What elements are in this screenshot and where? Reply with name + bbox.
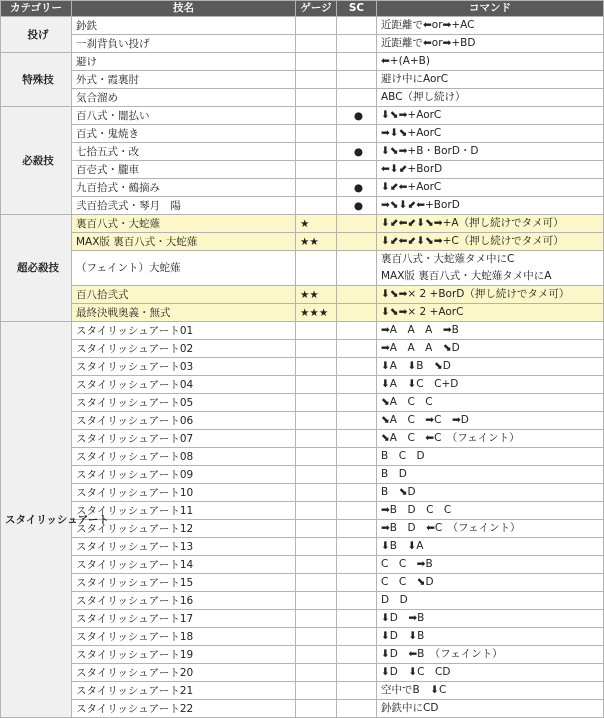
command-text: ABC（押し続け） <box>381 91 466 103</box>
sc-cell <box>337 520 377 538</box>
move-name-cell: 一刹背負い投げ <box>72 35 296 53</box>
table-row <box>1 610 604 628</box>
command-text: ⬇⬋⬅⬋⬇⬊➡+A（押し続けでタメ可） <box>381 217 564 229</box>
table-row <box>1 286 604 304</box>
move-name-cell: スタイリッシュアート05 <box>72 394 296 412</box>
gauge-cell <box>296 484 337 502</box>
command-text: B C D <box>381 450 425 462</box>
move-name-cell: 裏百八式・大蛇薙 <box>72 215 296 233</box>
table-row <box>1 233 604 251</box>
move-name-cell: 気合溜め <box>72 89 296 107</box>
table-row <box>1 179 604 197</box>
header-command: コマンド <box>377 1 604 17</box>
command-text: ⬇D ⬅B （フェイント） <box>381 648 503 660</box>
table-row <box>1 125 604 143</box>
sc-cell <box>337 682 377 700</box>
table-row <box>1 107 604 125</box>
category-cell: 必殺技 <box>1 107 72 215</box>
command-text: B ⬊D <box>381 486 416 498</box>
gauge-cell <box>296 340 337 358</box>
move-name-cell: 最終決戦奥義・無式 <box>72 304 296 322</box>
category-cell: スタイリッシュアート <box>1 322 72 718</box>
sc-cell <box>337 233 377 251</box>
command-text: 近距離で⬅or➡+AC <box>381 19 475 31</box>
command-text: ⬇B ⬇A <box>381 540 424 552</box>
command-cell <box>377 646 604 664</box>
command-text: ⬊A C C <box>381 396 433 408</box>
gauge-cell <box>296 358 337 376</box>
sc-cell <box>337 610 377 628</box>
command-text: ⬇⬊➡× 2 +AorC <box>381 306 464 318</box>
command-cell <box>377 376 604 394</box>
move-name-cell: スタイリッシュアート08 <box>72 448 296 466</box>
gauge-cell <box>296 448 337 466</box>
table-row <box>1 466 604 484</box>
command-text: ⬅+(A+B) <box>381 55 430 67</box>
command-cell <box>377 71 604 89</box>
command-cell <box>377 556 604 574</box>
move-name-cell: 七拾五式・改 <box>72 143 296 161</box>
move-name-cell: スタイリッシュアート11 <box>72 502 296 520</box>
sc-cell: ● <box>337 197 377 215</box>
command-cell <box>377 161 604 179</box>
move-name-cell: 百八式・闇払い <box>72 107 296 125</box>
sc-cell <box>337 53 377 71</box>
command-text: D D <box>381 594 408 606</box>
sc-cell <box>337 304 377 322</box>
command-text: ⬇D ⬇B <box>381 630 425 642</box>
move-name-cell: スタイリッシュアート18 <box>72 628 296 646</box>
command-cell <box>377 412 604 430</box>
table-row <box>1 358 604 376</box>
table-row <box>1 574 604 592</box>
sc-cell <box>337 17 377 35</box>
move-name-cell: MAX版 裏百八式・大蛇薙 <box>72 233 296 251</box>
command-cell <box>377 394 604 412</box>
command-text: ⬅⬇⬋+BorD <box>381 163 443 175</box>
command-text: ⬊A C ⬅C （フェイント） <box>381 432 520 444</box>
command-cell <box>377 664 604 682</box>
table-row <box>1 394 604 412</box>
table-row <box>1 682 604 700</box>
move-name-cell: スタイリッシュアート07 <box>72 430 296 448</box>
sc-cell <box>337 376 377 394</box>
command-cell <box>377 610 604 628</box>
gauge-cell <box>296 17 337 35</box>
move-name-cell: （フェイント）大蛇薙 <box>72 251 296 286</box>
move-name-cell: 百式・鬼焼き <box>72 125 296 143</box>
table-row <box>1 322 604 340</box>
command-cell <box>377 35 604 53</box>
move-name-cell: スタイリッシュアート01 <box>72 322 296 340</box>
gauge-cell <box>296 35 337 53</box>
sc-cell: ● <box>337 179 377 197</box>
table-row <box>1 53 604 71</box>
command-cell <box>377 448 604 466</box>
table-row <box>1 664 604 682</box>
move-name-cell: スタイリッシュアート06 <box>72 412 296 430</box>
sc-cell <box>337 340 377 358</box>
command-cell <box>377 358 604 376</box>
gauge-cell <box>296 520 337 538</box>
command-text: C C ⬊D <box>381 576 434 588</box>
move-name-cell: 弐百拾弐式・琴月 陽 <box>72 197 296 215</box>
table-row <box>1 161 604 179</box>
command-cell <box>377 53 604 71</box>
command-text: B D <box>381 468 407 480</box>
gauge-cell <box>296 251 337 286</box>
category-cell: 超必殺技 <box>1 215 72 322</box>
header-category: カテゴリー <box>1 1 72 17</box>
table-row <box>1 71 604 89</box>
table-row <box>1 556 604 574</box>
sc-cell <box>337 466 377 484</box>
sc-cell <box>337 484 377 502</box>
move-name-cell: スタイリッシュアート21 <box>72 682 296 700</box>
command-cell <box>377 251 604 286</box>
sc-cell <box>337 35 377 53</box>
gauge-cell <box>296 574 337 592</box>
command-cell <box>377 322 604 340</box>
gauge-cell: ★ <box>296 215 337 233</box>
command-cell <box>377 125 604 143</box>
gauge-cell <box>296 394 337 412</box>
command-cell <box>377 179 604 197</box>
move-name-cell: 釥鉄 <box>72 17 296 35</box>
header-sc: SC <box>337 1 377 17</box>
command-text: ⬇D ⬇C CD <box>381 666 451 678</box>
category-cell: 投げ <box>1 17 72 53</box>
move-name-cell: スタイリッシュアート19 <box>72 646 296 664</box>
sc-cell <box>337 358 377 376</box>
gauge-cell <box>296 682 337 700</box>
gauge-cell <box>296 610 337 628</box>
sc-cell <box>337 251 377 286</box>
sc-cell <box>337 664 377 682</box>
move-name-cell: スタイリッシュアート20 <box>72 664 296 682</box>
command-text: ⬇⬊➡+B・BorD・D <box>381 145 479 157</box>
sc-cell <box>337 430 377 448</box>
command-cell <box>377 197 604 215</box>
sc-cell <box>337 538 377 556</box>
gauge-cell: ★★ <box>296 286 337 304</box>
gauge-cell: ★★ <box>296 233 337 251</box>
gauge-cell <box>296 143 337 161</box>
command-text: ➡⬇⬊+AorC <box>381 127 442 139</box>
table-row <box>1 430 604 448</box>
command-text: ➡B D ⬅C （フェイント） <box>381 522 521 534</box>
table-row <box>1 143 604 161</box>
command-text: 近距離で⬅or➡+BD <box>381 37 476 49</box>
command-cell <box>377 17 604 35</box>
command-text: 避け中にAorC <box>381 73 449 85</box>
command-text: ⬊A C ➡C ➡D <box>381 414 469 426</box>
gauge-cell <box>296 646 337 664</box>
command-cell <box>377 700 604 718</box>
sc-cell <box>337 700 377 718</box>
table-row <box>1 197 604 215</box>
gauge-cell <box>296 197 337 215</box>
command-cell <box>377 215 604 233</box>
gauge-cell <box>296 412 337 430</box>
table-row <box>1 251 604 286</box>
table-row <box>1 628 604 646</box>
move-name-cell: スタイリッシュアート13 <box>72 538 296 556</box>
gauge-cell <box>296 107 337 125</box>
move-name-cell: 避け <box>72 53 296 71</box>
gauge-cell <box>296 376 337 394</box>
command-text: MAX版 裏百八式・大蛇薙タメ中にA <box>381 270 552 282</box>
command-text: ⬇D ➡B <box>381 612 425 624</box>
command-cell <box>377 304 604 322</box>
command-text: ⬇⬋⬅+AorC <box>381 181 442 193</box>
move-name-cell: スタイリッシュアート14 <box>72 556 296 574</box>
table-row <box>1 502 604 520</box>
command-text: ⬇⬋⬅⬋⬇⬊➡+C（押し続けでタメ可） <box>381 235 564 247</box>
move-name-cell: スタイリッシュアート09 <box>72 466 296 484</box>
command-text: ➡B D C C <box>381 504 452 516</box>
move-name-cell: スタイリッシュアート15 <box>72 574 296 592</box>
gauge-cell <box>296 322 337 340</box>
sc-cell <box>337 286 377 304</box>
table-row <box>1 592 604 610</box>
sc-cell <box>337 161 377 179</box>
sc-cell <box>337 592 377 610</box>
table-row <box>1 304 604 322</box>
sc-cell <box>337 125 377 143</box>
sc-cell <box>337 448 377 466</box>
table-row <box>1 448 604 466</box>
table-body <box>1 17 604 718</box>
move-name-cell: スタイリッシュアート17 <box>72 610 296 628</box>
sc-cell <box>337 646 377 664</box>
sc-cell: ● <box>337 107 377 125</box>
header-move: 技名 <box>72 1 296 17</box>
move-name-cell: スタイリッシュアート22 <box>72 700 296 718</box>
command-text: 裏百八式・大蛇薙タメ中にC <box>381 253 515 265</box>
command-text: ⬇⬊➡+AorC <box>381 109 442 121</box>
sc-cell <box>337 71 377 89</box>
move-name-cell: スタイリッシュアート16 <box>72 592 296 610</box>
gauge-cell <box>296 53 337 71</box>
gauge-cell <box>296 430 337 448</box>
command-text: ⬇⬊➡× 2 +BorD（押し続けでタメ可） <box>381 288 570 300</box>
sc-cell <box>337 322 377 340</box>
sc-cell <box>337 89 377 107</box>
command-cell <box>377 592 604 610</box>
gauge-cell: ★★★ <box>296 304 337 322</box>
command-cell <box>377 574 604 592</box>
category-cell: 特殊技 <box>1 53 72 107</box>
command-text: C C ➡B <box>381 558 433 570</box>
sc-cell <box>337 412 377 430</box>
sc-cell <box>337 574 377 592</box>
command-cell <box>377 286 604 304</box>
header-gauge: ゲージ <box>296 1 337 17</box>
command-text: 空中でB ⬇C <box>381 684 447 696</box>
move-name-cell: 外式・霞裏肘 <box>72 71 296 89</box>
sc-cell <box>337 502 377 520</box>
command-cell <box>377 340 604 358</box>
command-cell <box>377 484 604 502</box>
command-cell <box>377 233 604 251</box>
table-row <box>1 520 604 538</box>
table-row <box>1 89 604 107</box>
gauge-cell <box>296 628 337 646</box>
command-cell <box>377 430 604 448</box>
gauge-cell <box>296 466 337 484</box>
table-row <box>1 646 604 664</box>
command-cell <box>377 466 604 484</box>
gauge-cell <box>296 179 337 197</box>
command-cell <box>377 143 604 161</box>
command-text: ⬇A ⬇C C+D <box>381 378 459 390</box>
command-cell <box>377 520 604 538</box>
command-text: ➡⬊⬇⬋⬅+BorD <box>381 199 460 211</box>
gauge-cell <box>296 538 337 556</box>
gauge-cell <box>296 700 337 718</box>
command-text: ➡A A A ➡B <box>381 324 459 336</box>
table-row <box>1 538 604 556</box>
command-cell <box>377 628 604 646</box>
command-cell <box>377 502 604 520</box>
command-text: ⬇A ⬇B ⬊D <box>381 360 451 372</box>
sc-cell <box>337 394 377 412</box>
sc-cell: ● <box>337 143 377 161</box>
gauge-cell <box>296 161 337 179</box>
gauge-cell <box>296 502 337 520</box>
table-row <box>1 340 604 358</box>
move-name-cell: スタイリッシュアート12 <box>72 520 296 538</box>
sc-cell <box>337 628 377 646</box>
table-row <box>1 412 604 430</box>
command-cell <box>377 538 604 556</box>
table-row <box>1 376 604 394</box>
move-name-cell: スタイリッシュアート03 <box>72 358 296 376</box>
sc-cell <box>337 556 377 574</box>
table-row <box>1 700 604 718</box>
table-row <box>1 17 604 35</box>
gauge-cell <box>296 592 337 610</box>
move-name-cell: スタイリッシュアート04 <box>72 376 296 394</box>
gauge-cell <box>296 556 337 574</box>
table-row <box>1 215 604 233</box>
table-row <box>1 484 604 502</box>
move-name-cell: スタイリッシュアート02 <box>72 340 296 358</box>
gauge-cell <box>296 89 337 107</box>
move-name-cell: 百壱式・朧車 <box>72 161 296 179</box>
move-name-cell: 九百拾式・鵺摘み <box>72 179 296 197</box>
command-text: 釥鉄中にCD <box>381 702 439 714</box>
move-name-cell: 百八拾弐式 <box>72 286 296 304</box>
gauge-cell <box>296 664 337 682</box>
command-cell <box>377 89 604 107</box>
gauge-cell <box>296 71 337 89</box>
header-row <box>1 1 604 17</box>
table-row <box>1 35 604 53</box>
command-cell <box>377 107 604 125</box>
command-text: ➡A A A ⬊D <box>381 342 460 354</box>
gauge-cell <box>296 125 337 143</box>
move-name-cell: スタイリッシュアート10 <box>72 484 296 502</box>
command-cell <box>377 682 604 700</box>
sc-cell <box>337 215 377 233</box>
